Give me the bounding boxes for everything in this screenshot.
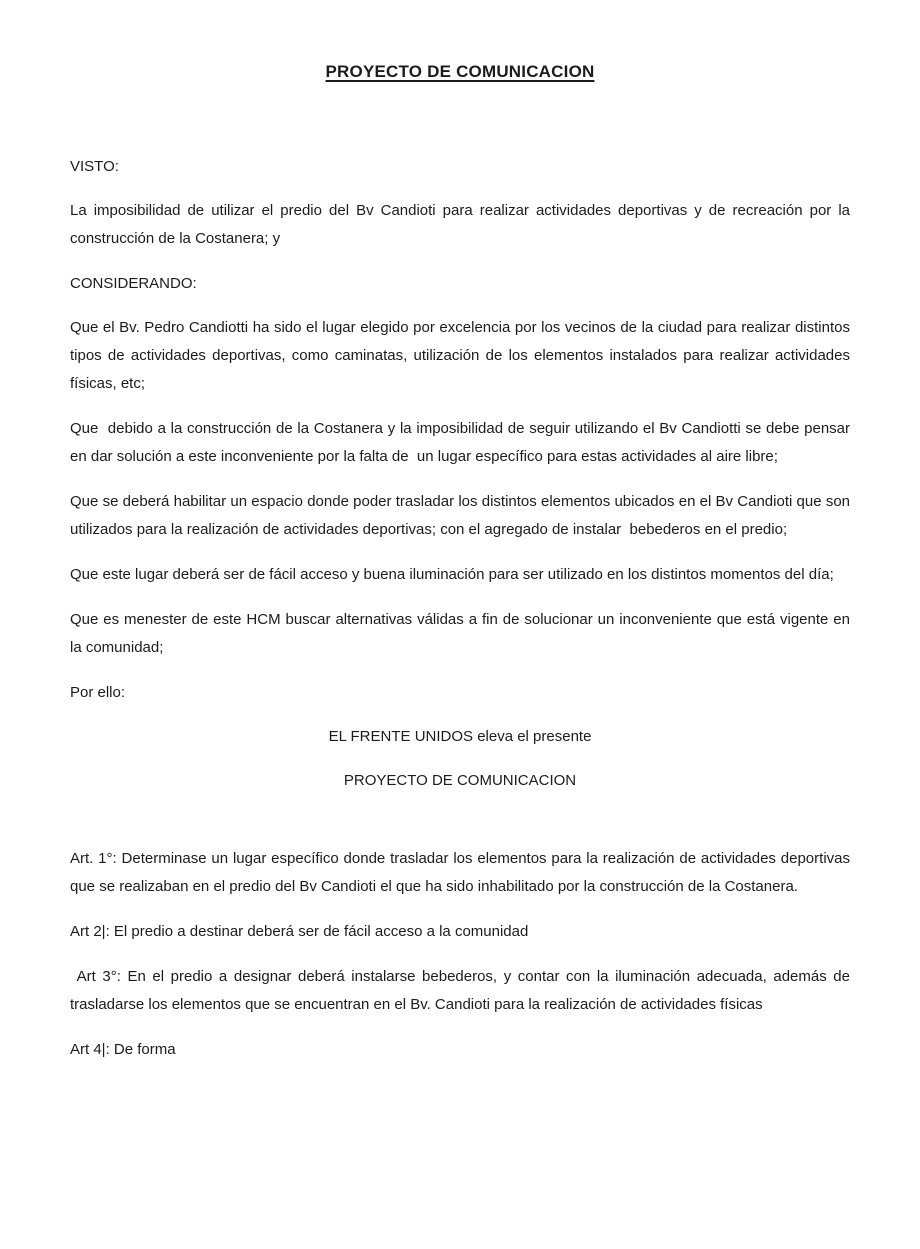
considerando-clause-2: Que debido a la construcción de la Costanera y la imposibilidad de seguir utilizando el Bv Candiotti se debe pensar en dar solución a este inconveniente por la falta de un lugar específico para estas actividades al aire libre; [70,420,855,465]
article-4: Art 4|: De forma [70,1041,176,1058]
preamble-line-proyecto: PROYECTO DE COMUNICACION [343,772,577,789]
document-title: PROYECTO DE COMUNICACION [325,62,595,81]
considerando-label: CONSIDERANDO: [70,275,197,292]
considerando-clause-4: Que este lugar deberá ser de fácil acceso y buena iluminación para ser utilizado en los distintos momentos del día; [70,566,834,583]
considerando-clause-1: Que el Bv. Pedro Candiotti ha sido el lugar elegido por excelencia por los vecinos de la ciudad para realizar distintos tipos de actividades deportivas, como caminatas, utilización de los elementos instalados para realizar actividades físicas, etc; [70,319,855,392]
article-2: Art 2|: El predio a destinar deberá ser de fácil acceso a la comunidad [70,923,529,940]
por-ello-label: Por ello: [70,684,126,701]
considerando-clause-3: Que se deberá habilitar un espacio donde poder trasladar los distintos elementos ubicados en el Bv Candioti que son utilizados para la realización de actividades deportivas; con el agregado de instalar bebederos en el predio; [70,493,855,538]
article-1: Art. 1°: Determinase un lugar específico donde trasladar los elementos para la realización de actividades deportivas que se realizaban en el predio del Bv Candioti el que ha sido inhabilitado por la construcción de la Costanera. [70,850,855,895]
visto-body: La imposibilidad de utilizar el predio del Bv Candioti para realizar actividades deportivas y de recreación por la construcción de la Costanera; y [70,202,855,247]
visto-label: VISTO: [70,158,119,175]
preamble-line-frente-unidos: EL FRENTE UNIDOS eleva el presente [328,728,592,745]
considerando-clause-5: Que es menester de este HCM buscar alternativas válidas a fin de solucionar un inconveniente que está vigente en la comunidad; [70,611,855,656]
article-3: Art 3°: En el predio a designar deberá instalarse bebederos, y contar con la iluminación adecuada, además de trasladarse los elementos que se encuentran en el Bv. Candioti para la realización de actividades físicas [70,968,855,1013]
